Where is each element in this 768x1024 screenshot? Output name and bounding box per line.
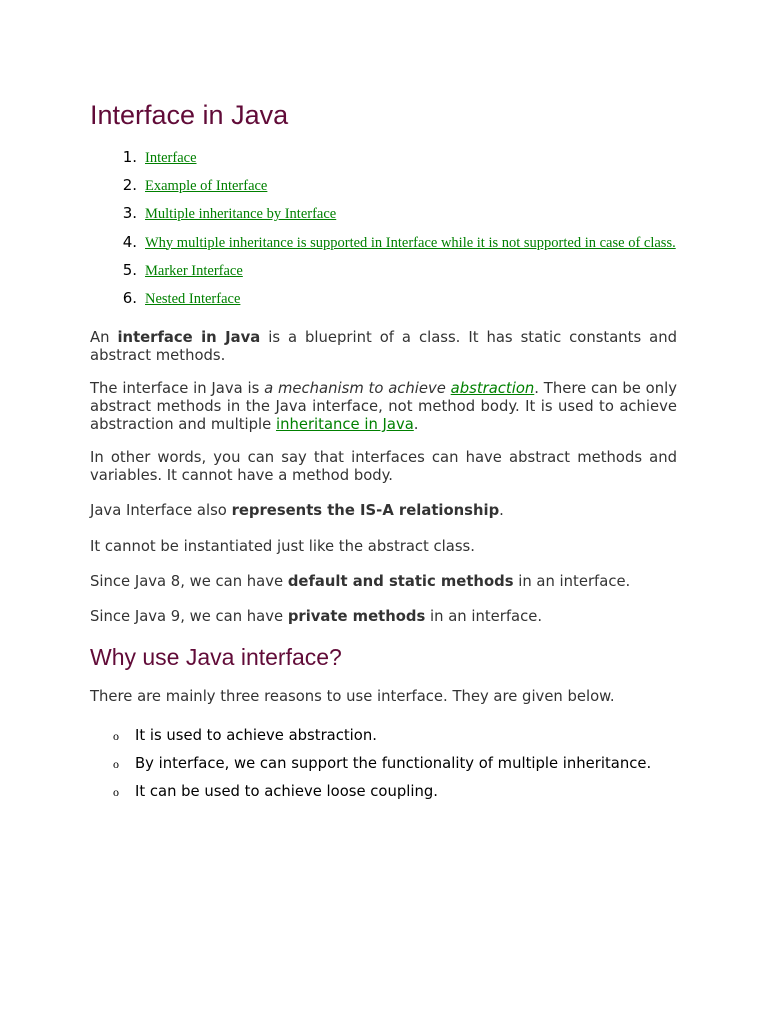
toc-link-interface[interactable]: Interface [145,150,197,166]
toc-number: 1. [122,148,137,166]
section-heading: Why use Java interface? [90,644,342,671]
bold-text: private methods [287,608,426,626]
toc-number: 4. [122,232,137,251]
paragraph-other-words: In other words, you can say that interfaces can have abstract methods and variables. It cannot have a method body. [90,448,677,484]
paragraph-java9 [90,608,677,626]
text: Since Java 8, we can have [90,572,288,590]
toc-link-nested-interface[interactable]: Nested Interface [145,290,241,307]
section-intro: There are mainly three reasons to use interface. They are given below. [90,688,615,706]
toc-item [90,289,677,317]
text: in an interface. [425,608,543,626]
paragraph-definition [90,329,677,366]
text: An [90,329,118,347]
bold-text: default and static methods [287,572,514,590]
paragraph-instantiation: It cannot be instantiated just like the abstract class. [90,537,475,555]
text: Since Java 9, we can have [90,608,288,626]
list-item-text: By interface, we can support the functionality of multiple inheritance. [135,754,652,772]
text: . [499,502,504,520]
paragraph-java8 [90,573,677,591]
paragraph-mechanism [90,380,677,435]
text: The interface in Java is [90,379,265,397]
list-item-text: It is used to achieve abstraction. [135,726,377,744]
toc-link-why-multiple-inheritance[interactable]: Why multiple inheritance is supported in Interface while it is not supported in case of class. [145,234,676,251]
list-item [90,755,677,783]
list-item-text: It can be used to achieve loose coupling. [135,782,438,800]
text: in an interface. [513,572,631,590]
toc-link-example[interactable]: Example of Interface [145,178,268,195]
toc-number: 6. [122,288,137,307]
text: Java Interface also [90,502,232,520]
page-title: Interface in Java [90,100,289,130]
italic-text: a mechanism to achieve [264,379,451,397]
text: . [413,416,419,434]
toc-item [90,148,677,176]
article-content [90,96,677,811]
text: is a blueprint of a class. It has static constants and abstract methods. [90,329,677,365]
toc-item [90,233,677,261]
bullet-icon: o [113,784,119,799]
toc-number: 3. [122,204,137,223]
toc-number: 5. [122,260,137,279]
toc-item [90,176,677,204]
toc-item [90,204,677,232]
reasons-list [90,727,677,811]
list-item [90,783,677,811]
list-item [90,727,677,755]
toc-number: 2. [122,176,137,195]
bullet-icon: o [113,756,119,771]
toc-link-multiple-inheritance[interactable]: Multiple inheritance by Interface [145,206,337,223]
bullet-icon: o [113,728,119,743]
abstraction-link[interactable]: abstraction [450,379,535,397]
toc-item [90,261,677,289]
table-of-contents [90,148,677,317]
toc-link-marker-interface[interactable]: Marker Interface [145,262,243,279]
text: . There can be only abstract methods in the Java interface, not method body. It is used to achieve abstraction and multiple [90,379,677,434]
paragraph-is-a [90,502,677,520]
inheritance-link[interactable]: inheritance in Java [275,416,414,434]
bold-text: represents the IS-A relationship [231,502,500,520]
bold-text: interface in Java [117,329,261,347]
